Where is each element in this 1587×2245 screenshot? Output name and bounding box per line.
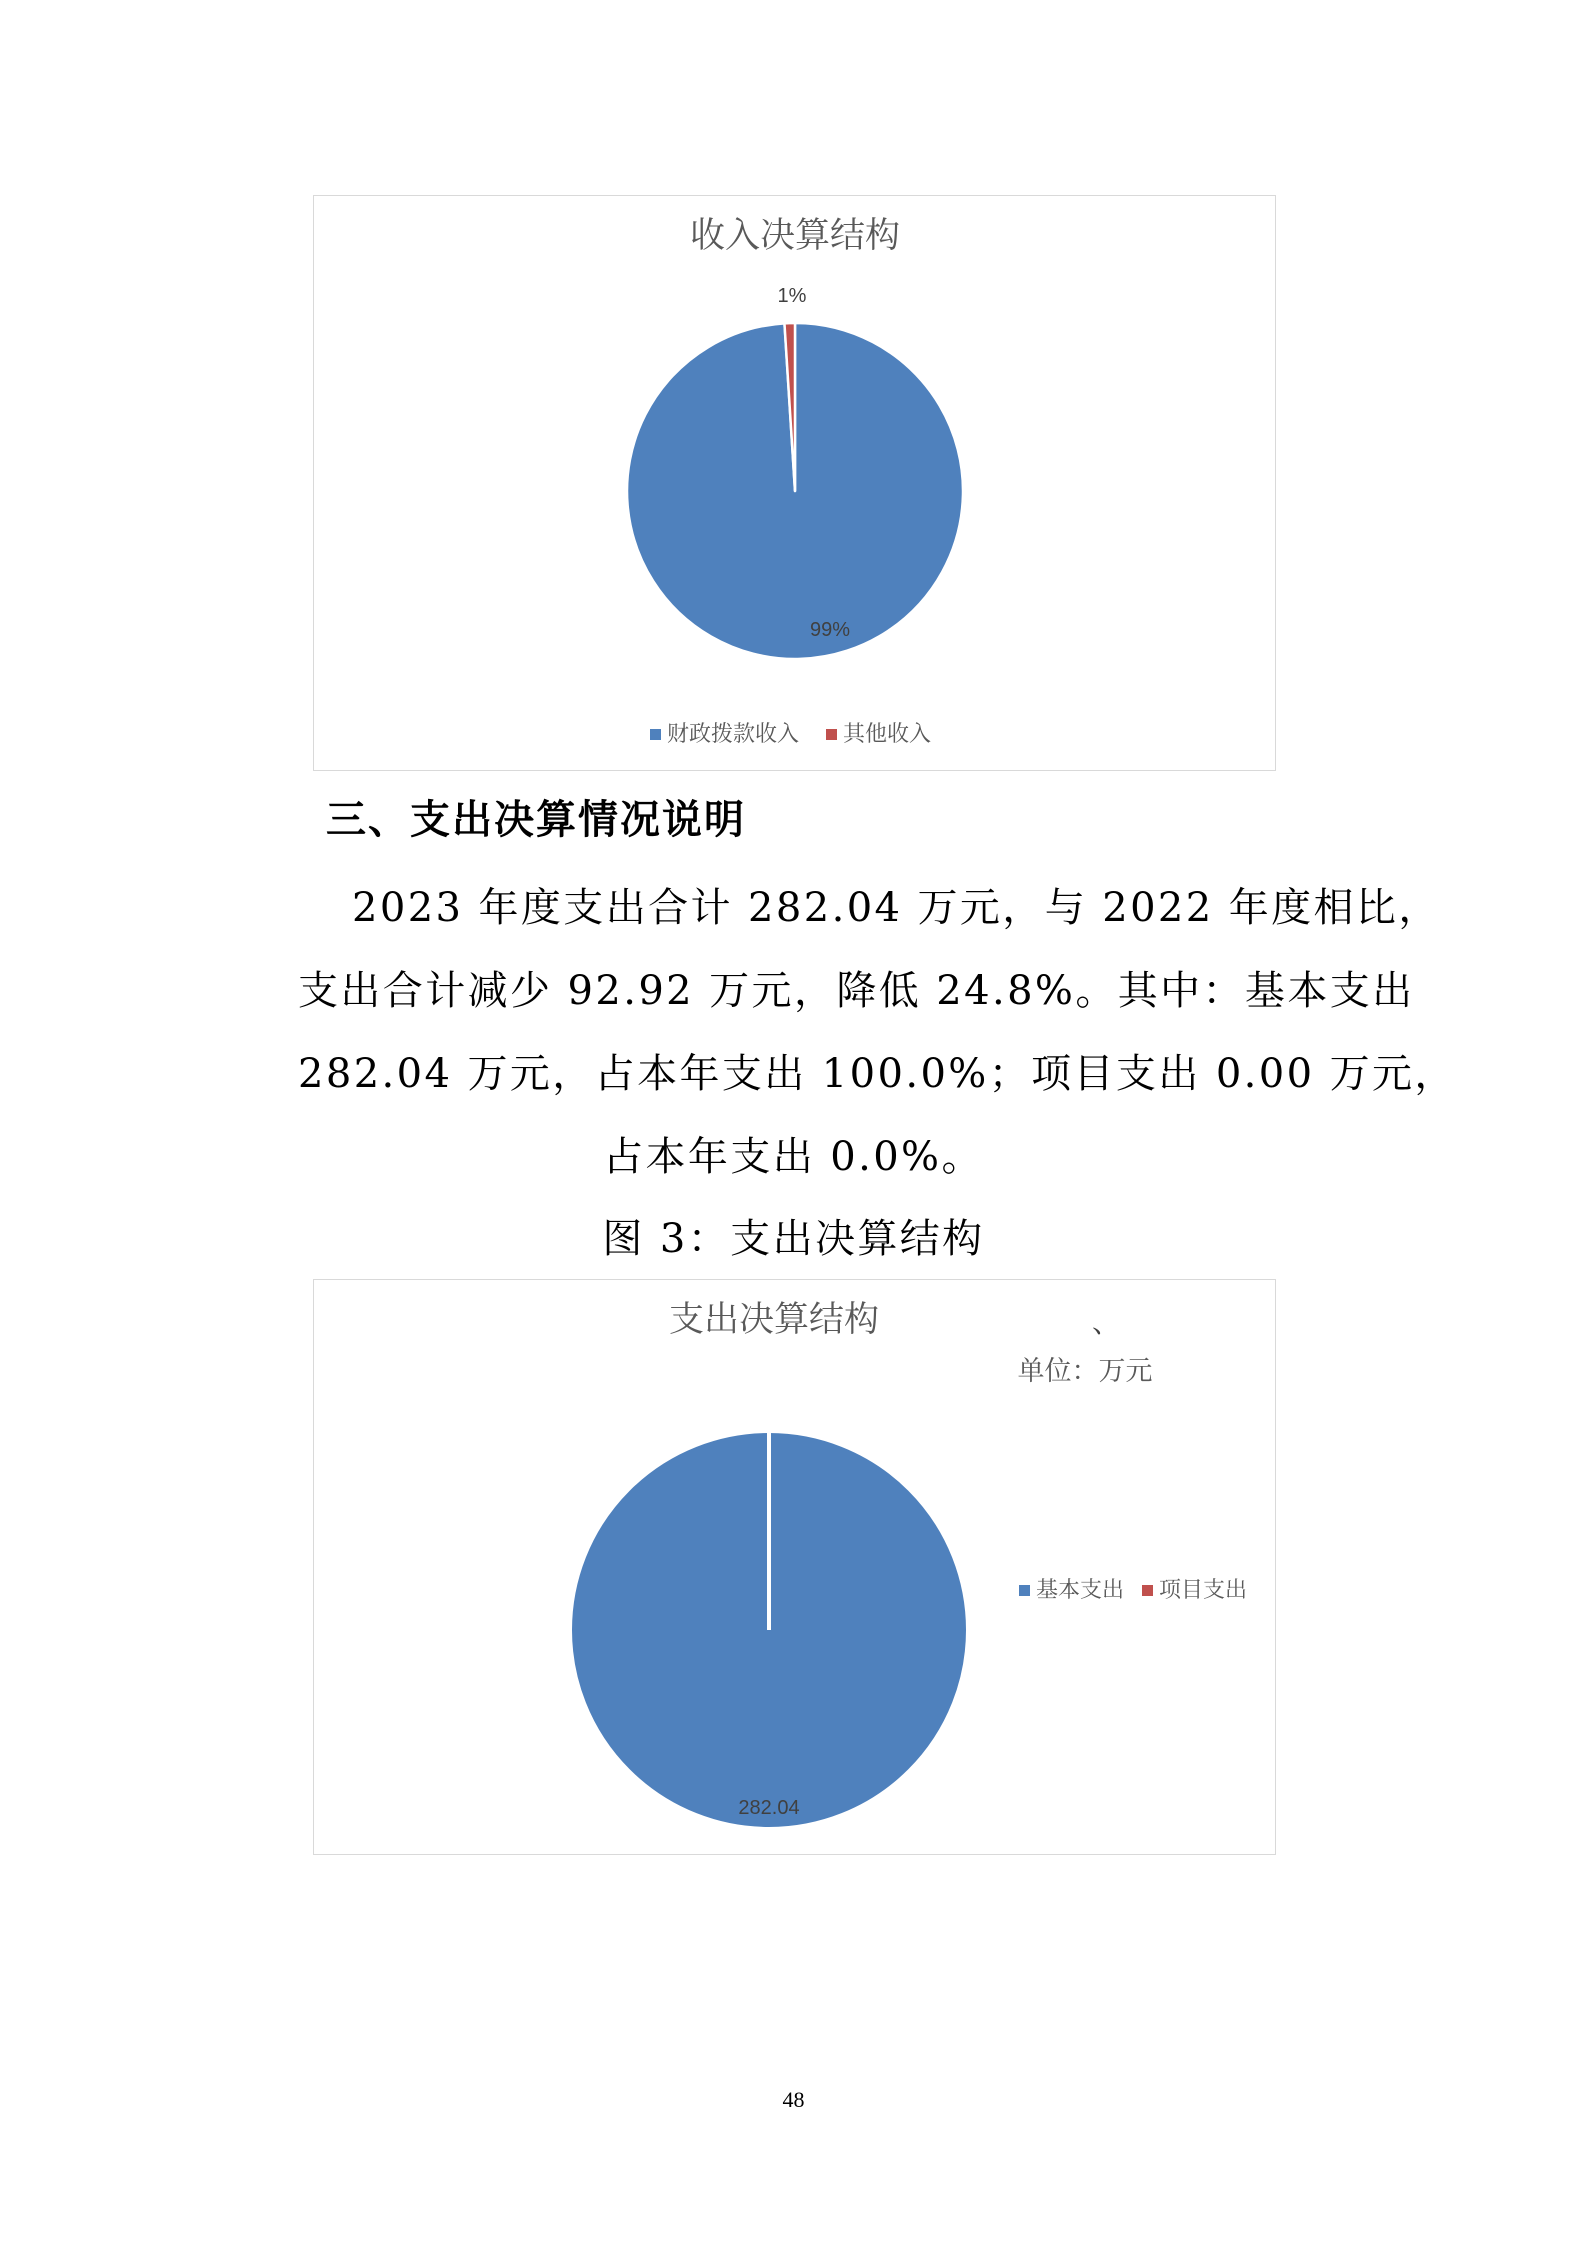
income-data-label: 99% [809, 619, 851, 641]
income-legend-label: 财政拨款收入 [667, 722, 800, 747]
expense-chart-svg [314, 1280, 1277, 1856]
expense-legend-swatch [1142, 1585, 1153, 1596]
income-legend-label: 其他收入 [843, 722, 932, 747]
income-chart-title: 收入决算结构 [689, 216, 901, 256]
expense-legend-label: 基本支出 [1036, 1578, 1125, 1603]
expense-unit-label: 单位：万元 [1017, 1356, 1153, 1387]
figure-caption: 图 3：支出决算结构 [602, 1216, 985, 1262]
paragraph-line-1: 2023 年度支出合计 282.04 万元，与 2022 年度相比， [352, 885, 1441, 931]
income-legend-swatch [826, 729, 837, 740]
income-chart-panel [313, 195, 1276, 771]
paragraph-line-4: 占本年支出 0.0%。 [603, 1134, 984, 1180]
expense-chart-title: 支出决算结构 [668, 1300, 880, 1340]
page-number: 48 [782, 2087, 805, 2112]
income-data-label: 1% [777, 285, 807, 307]
expense-data-label: 282.04 [738, 1797, 800, 1819]
expense-legend-label: 项目支出 [1159, 1578, 1248, 1603]
income-legend-swatch [650, 729, 661, 740]
expense-legend-swatch [1019, 1585, 1030, 1596]
section-heading: 三、支出决算情况说明 [326, 797, 746, 843]
income-chart-svg [314, 196, 1277, 772]
expense-chart-panel [313, 1279, 1276, 1855]
expense-chart-mark: 、 [1091, 1306, 1121, 1339]
paragraph-line-3: 282.04 万元，占本年支出 100.0%；项目支出 0.00 万元， [298, 1051, 1457, 1097]
paragraph-line-2: 支出合计减少 92.92 万元，降低 24.8%。其中：基本支出 [298, 968, 1415, 1014]
